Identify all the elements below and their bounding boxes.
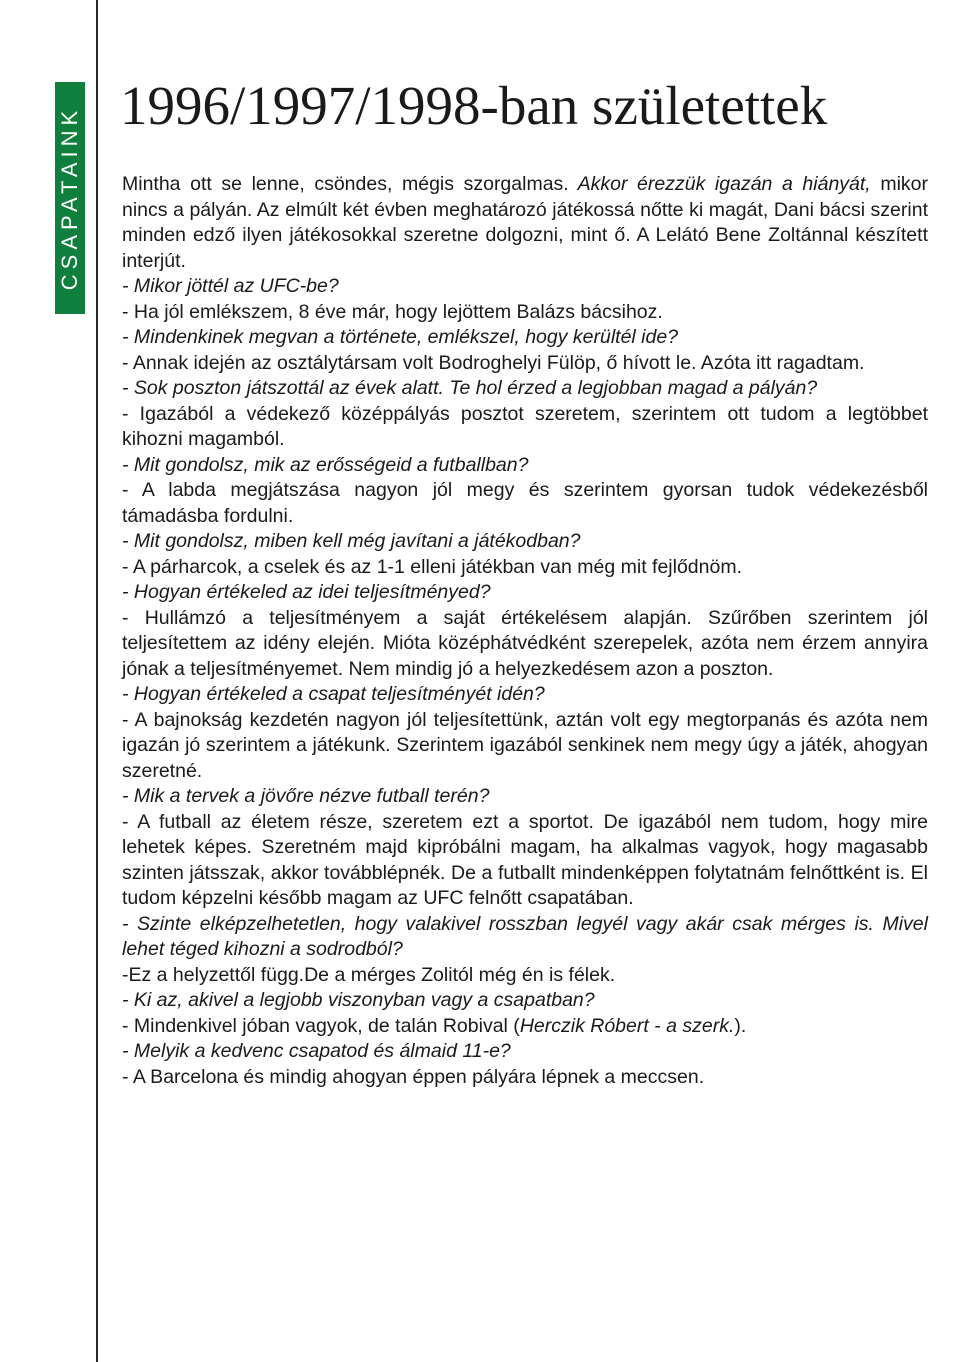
vertical-rule <box>96 0 98 1362</box>
section-label: CSAPATAINK <box>57 105 82 291</box>
answer: - Annak idején az osztálytársam volt Bodroghelyi Fülöp, ő hívott le. Azóta itt ragadtam. <box>122 351 865 374</box>
intro-italic-text: Akkor érezzük igazán a hiányát, <box>568 173 871 195</box>
article-title: 1996/1997/1998-ban születettek <box>120 75 828 136</box>
question: - Hogyan értékeled a csapat teljesítményét idén? <box>122 683 545 705</box>
question: - Mit gondolsz, mik az erősségeid a futballban? <box>122 453 529 476</box>
answer <box>122 1014 928 1040</box>
answer: - A bajnokság kezdetén nagyon jól teljesítettünk, aztán volt egy megtorpanás és azóta nem igazán jó szerintem a játékunk. Szerintem igazából senkinek nem megy úgy a játék, ahogyan szeretné. <box>122 708 928 782</box>
question: - Ki az, akivel a legjobb viszonyban vagy a csapatban? <box>122 989 595 1011</box>
answer: - A labda megjátszása nagyon jól megy és szerintem gyorsan tudok védekezésből támadásba fordulni. <box>122 479 928 527</box>
answer: - Igazából a védekező középpályás posztot szeretem, szerintem ott tudom a legtöbbet kihozni magamból. <box>122 402 928 450</box>
question: - Sok poszton játszottál az évek alatt. Te hol érzed a legjobban magad a pályán? <box>122 377 818 399</box>
section-tab <box>55 82 85 314</box>
answer: - A párharcok, a cselek és az 1-1 elleni játékban van még mit fejlődnöm. <box>122 555 742 578</box>
question: - Melyik a kedvenc csapatod és álmaid 11-e? <box>122 1040 511 1062</box>
answer: - A futball az életem része, szeretem ezt a sportot. De igazából nem tudom, hogy mire lehetek képes. Szeretném majd kipróbálni magam, ha alkalmas vagyok, hogy magasabb szinten játsszak, akkor továbblépnék. De a futballt mindenképpen folytatnám felnőttként is. El tudom képzelni később magam az UFC felnőtt csapatában. <box>122 810 928 909</box>
question: - Mit gondolsz, miben kell még javítani a játékodban? <box>122 530 581 552</box>
answer: - Ha jól emlékszem, 8 éve már, hogy lejöttem Balázs bácsihoz. <box>122 300 663 323</box>
answer: -Ez a helyzettől függ.De a mérges Zolitól még én is félek. <box>122 963 616 986</box>
answer: - A Barcelona és mindig ahogyan éppen pályára lépnek a meccsen. <box>122 1065 705 1088</box>
question: - Hogyan értékeled az idei teljesítményed? <box>122 581 491 603</box>
answer-text-end: ). <box>734 1014 747 1037</box>
intro-paragraph <box>122 172 928 274</box>
intro-text-cont: mikor nincs a pályán. Az elmúlt két évben meghatározó játékossá nőtte ki magát, Dani bácsi szerint minden edző ilyen játékosokkal szeretne dolgozni, mint ő. A Lelátó Bene Zoltánnal készített interjút. <box>122 173 929 272</box>
question: - Mindenkinek megvan a története, emlékszel, hogy kerültél ide? <box>122 326 679 348</box>
question: - Mikor jöttél az UFC-be? <box>122 275 339 297</box>
answer-text: - Mindenkivel jóban vagyok, de talán Robival ( <box>122 1014 520 1037</box>
editor-note: Herczik Róbert - a szerk. <box>519 1014 735 1037</box>
article-body <box>122 172 928 1090</box>
question: - Mik a tervek a jövőre nézve futball terén? <box>122 785 490 807</box>
answer: - Hullámzó a teljesítményem a saját értékelésem alapján. Szűrőben szerintem jól teljesítettem az idény elején. Mióta középhátvédként szerepelek, azóta nem érzem annyira jónak a teljesítményemet. Nem mindig jó a helyezkedésem azon a poszton. <box>122 606 928 680</box>
question: - Szinte elképzelhetetlen, hogy valakivel rosszban legyél vagy akár csak mérges is. Mivel lehet téged kihozni a sodrodból? <box>122 912 928 960</box>
intro-text: Mintha ott se lenne, csöndes, mégis szorgalmas. <box>122 173 569 195</box>
